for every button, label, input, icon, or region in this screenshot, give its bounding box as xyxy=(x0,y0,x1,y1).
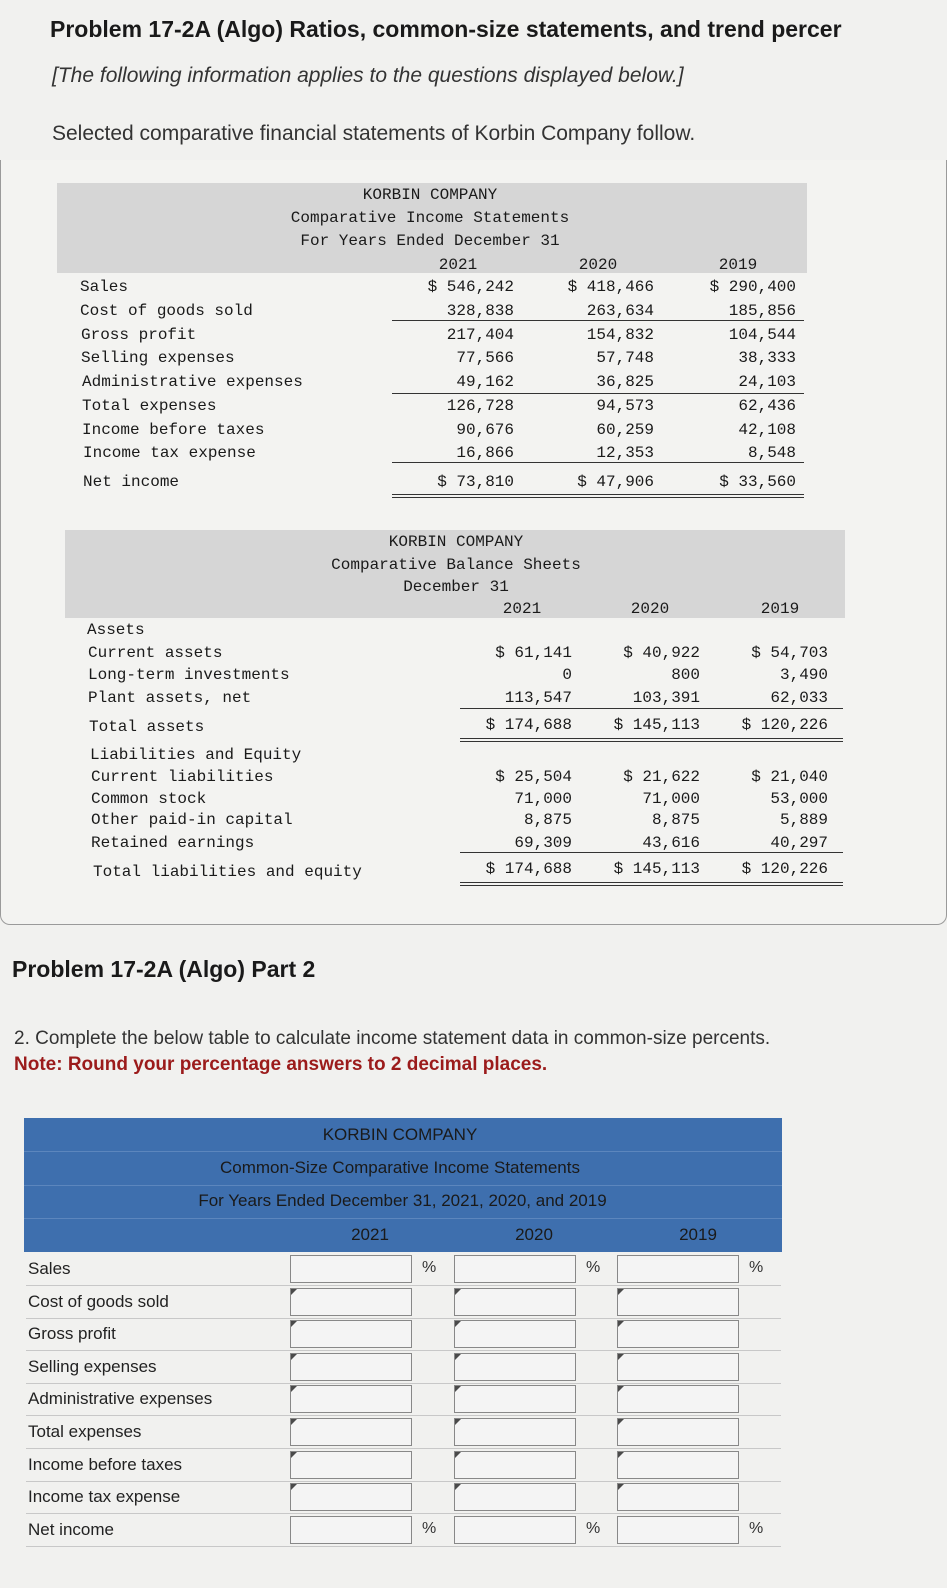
is-year-2020: 2020 xyxy=(578,256,618,274)
is-row-label: Income before taxes xyxy=(82,421,265,439)
is-row-value: 12,353 xyxy=(596,444,654,462)
cs-input-2020[interactable] xyxy=(454,1288,576,1316)
cs-row-label: Total expenses xyxy=(28,1422,142,1441)
cs-percent-sign: % xyxy=(586,1259,601,1276)
is-row-label: Income tax expense xyxy=(83,444,256,462)
is-row-value: 328,838 xyxy=(446,302,514,320)
is-row-value: 16,866 xyxy=(456,444,514,462)
is-row-value: 90,676 xyxy=(456,421,514,439)
is-row-value: 217,404 xyxy=(446,326,514,344)
input-marker-icon xyxy=(291,1484,297,1490)
cs-input-2020[interactable] xyxy=(454,1418,576,1446)
cs-input-2021[interactable] xyxy=(290,1451,412,1479)
cs-row xyxy=(26,1514,781,1547)
input-marker-icon xyxy=(618,1386,624,1392)
bs-liab-value: 40,297 xyxy=(770,834,828,852)
cs-period: For Years Ended December 31, 2021, 2020, and 2019 xyxy=(198,1191,607,1210)
cs-input-2019[interactable] xyxy=(617,1483,739,1511)
input-marker-icon xyxy=(455,1484,461,1490)
cs-percent-sign: % xyxy=(749,1259,764,1276)
cs-header-divider-2 xyxy=(24,1185,782,1186)
cs-row-label: Sales xyxy=(28,1259,71,1278)
bs-liab-value: 69,309 xyxy=(514,834,572,852)
is-rule-expenses xyxy=(392,393,804,394)
bs-liab-value: 43,616 xyxy=(642,834,700,852)
bs-asset-label: Plant assets, net xyxy=(88,689,252,707)
cs-year-2019: 2019 xyxy=(679,1225,717,1244)
bs-rule-total-liab xyxy=(460,882,843,886)
is-name: Comparative Income Statements xyxy=(290,209,570,227)
bs-total-assets-2021: $ 174,688 xyxy=(485,716,572,734)
input-marker-icon xyxy=(618,1321,624,1327)
bs-total-assets-label: Total assets xyxy=(89,718,205,736)
cs-row-label: Income before taxes xyxy=(28,1454,183,1474)
bs-company: KORBIN COMPANY xyxy=(388,533,524,551)
cs-row xyxy=(26,1416,781,1449)
cs-input-2020[interactable] xyxy=(454,1483,576,1511)
bs-asset-value: 62,033 xyxy=(770,689,828,707)
bs-rule-liab xyxy=(460,852,843,853)
is-row-label: Sales xyxy=(80,278,129,296)
cs-row xyxy=(26,1383,781,1416)
cs-company: KORBIN COMPANY xyxy=(322,1125,478,1144)
is-row-value: 57,748 xyxy=(596,349,654,367)
bs-total-liab-label: Total liabilities and equity xyxy=(93,863,362,881)
bs-liab-heading: Liabilities and Equity xyxy=(90,746,302,764)
page-title: Problem 17-2A (Algo) Ratios, common-size statements, and trend percer xyxy=(50,16,842,42)
is-row-value: 36,825 xyxy=(596,373,654,391)
cs-row xyxy=(26,1449,781,1482)
bs-asset-value: 103,391 xyxy=(632,689,700,707)
is-row-value: 154,832 xyxy=(586,326,654,344)
input-marker-icon xyxy=(455,1452,461,1458)
bs-year-2021: 2021 xyxy=(502,600,542,618)
is-row-value: 94,573 xyxy=(596,397,654,415)
is-row-label: Selling expenses xyxy=(81,349,235,367)
bs-liab-label: Retained earnings xyxy=(91,834,255,852)
cs-row-label: Income tax expense xyxy=(28,1487,181,1507)
is-row-label: Cost of goods sold xyxy=(80,302,253,320)
is-row-label: Administrative expenses xyxy=(82,373,303,391)
bs-liab-value: 8,875 xyxy=(523,811,572,829)
cs-input-2019[interactable] xyxy=(617,1320,739,1348)
cs-input-2021[interactable] xyxy=(290,1288,412,1316)
bs-liab-label: Common stock xyxy=(91,790,207,808)
cs-input-2021[interactable] xyxy=(290,1418,412,1446)
cs-row xyxy=(26,1286,781,1319)
bs-liab-label: Current liabilities xyxy=(91,768,274,786)
cs-row-label: Net income xyxy=(28,1519,114,1539)
bs-liab-label: Other paid-in capital xyxy=(91,811,293,829)
cs-input-2021[interactable] xyxy=(290,1353,412,1381)
cs-input-2020[interactable] xyxy=(454,1320,576,1348)
input-marker-icon xyxy=(291,1321,297,1327)
cs-row xyxy=(26,1481,781,1514)
bs-asset-value: $ 54,703 xyxy=(751,644,828,662)
is-row-label: Gross profit xyxy=(81,326,197,344)
is-row-value: 263,634 xyxy=(586,302,654,320)
is-row-value: $ 290,400 xyxy=(709,278,796,296)
bs-liab-value: $ 21,040 xyxy=(751,768,828,786)
info-note: [The following information applies to the questions displayed below.] xyxy=(52,64,684,87)
input-marker-icon xyxy=(455,1419,461,1425)
is-row-value: 24,103 xyxy=(738,373,796,391)
input-marker-icon xyxy=(291,1386,297,1392)
input-marker-icon xyxy=(455,1289,461,1295)
cs-percent-sign: % xyxy=(749,1519,764,1537)
is-row-value: 185,856 xyxy=(728,302,796,320)
cs-row-label: Selling expenses xyxy=(28,1356,157,1376)
bs-liab-value: 8,875 xyxy=(651,811,700,829)
cs-input-2020[interactable] xyxy=(454,1353,576,1381)
is-company: KORBIN COMPANY xyxy=(362,186,498,204)
bs-liab-value: 53,000 xyxy=(770,790,828,808)
input-marker-icon xyxy=(618,1452,624,1458)
cs-input-2021[interactable] xyxy=(290,1255,412,1283)
cs-input-2020[interactable] xyxy=(454,1451,576,1479)
bs-liab-value: $ 21,622 xyxy=(623,768,700,786)
bs-rule-total-assets xyxy=(460,738,843,742)
is-year-2021: 2021 xyxy=(438,256,478,274)
cs-header-divider-3 xyxy=(24,1218,782,1219)
part2-question: 2. Complete the below table to calculate income statement data in common-size percents. xyxy=(14,1028,771,1049)
cs-input-2020[interactable] xyxy=(454,1255,576,1283)
input-marker-icon xyxy=(455,1321,461,1327)
part2-note: Note: Round your percentage answers to 2 decimal places. xyxy=(14,1054,548,1075)
input-marker-icon xyxy=(455,1354,461,1360)
bs-total-liab-2019: $ 120,226 xyxy=(741,860,828,878)
cs-input-2019[interactable] xyxy=(617,1353,739,1381)
is-row-value: $ 546,242 xyxy=(427,278,514,296)
is-row-value: 77,566 xyxy=(456,349,514,367)
is-row-value: $ 47,906 xyxy=(577,473,654,491)
bs-total-liab-2020: $ 145,113 xyxy=(613,860,700,878)
is-row-value: 49,162 xyxy=(456,373,514,391)
is-row-value: $ 73,810 xyxy=(437,473,514,491)
cs-row xyxy=(26,1318,781,1351)
cs-year-2021: 2021 xyxy=(351,1225,389,1244)
cs-row-label: Administrative expenses xyxy=(28,1389,213,1409)
cs-input-2019[interactable] xyxy=(617,1385,739,1413)
is-rule-net xyxy=(392,494,804,498)
bs-asset-label: Long-term investments xyxy=(88,666,290,684)
input-marker-icon xyxy=(291,1452,297,1458)
bs-asset-value: 800 xyxy=(671,666,700,684)
cs-input-2021[interactable] xyxy=(290,1320,412,1348)
input-marker-icon xyxy=(618,1419,624,1425)
cs-name: Common-Size Comparative Income Statements xyxy=(220,1158,580,1177)
bs-asset-value: 3,490 xyxy=(779,666,828,684)
cs-year-2020: 2020 xyxy=(515,1225,553,1244)
intro-text: Selected comparative financial statements of Korbin Company follow. xyxy=(52,122,696,145)
cs-header-divider-1 xyxy=(24,1151,782,1152)
is-rule-tax xyxy=(392,462,804,463)
cs-row xyxy=(26,1351,781,1384)
bs-asset-value: $ 40,922 xyxy=(623,644,700,662)
is-row-value: $ 33,560 xyxy=(719,473,796,491)
bs-liab-value: 71,000 xyxy=(514,790,572,808)
cs-input-2019[interactable] xyxy=(617,1255,739,1283)
cs-input-2019[interactable] xyxy=(617,1418,739,1446)
bs-total-assets-2020: $ 145,113 xyxy=(613,716,700,734)
bs-total-assets-2019: $ 120,226 xyxy=(741,716,828,734)
bs-asset-value: 113,547 xyxy=(504,689,572,707)
cs-input-2021[interactable] xyxy=(290,1516,412,1544)
cs-input-2020[interactable] xyxy=(454,1516,576,1544)
bs-period: December 31 xyxy=(403,578,509,596)
is-year-2019: 2019 xyxy=(718,256,758,274)
bs-assets-heading: Assets xyxy=(87,621,145,639)
bs-rule-assets xyxy=(460,708,843,709)
input-marker-icon xyxy=(291,1354,297,1360)
is-row-value: 8,548 xyxy=(747,444,796,462)
is-row-value: 60,259 xyxy=(596,421,654,439)
cs-percent-sign: % xyxy=(586,1519,601,1537)
input-marker-icon xyxy=(618,1289,624,1295)
bs-liab-value: 5,889 xyxy=(779,811,828,829)
cs-row-label: Gross profit xyxy=(28,1324,116,1344)
bs-year-2019: 2019 xyxy=(760,600,800,618)
is-row-value: 38,333 xyxy=(738,349,796,367)
bs-year-2020: 2020 xyxy=(630,600,670,618)
cs-input-2019[interactable] xyxy=(617,1451,739,1479)
input-marker-icon xyxy=(291,1419,297,1425)
bs-liab-value: $ 25,504 xyxy=(495,768,572,786)
cs-row xyxy=(26,1253,781,1286)
cs-row-label: Cost of goods sold xyxy=(28,1291,169,1311)
bs-asset-value: $ 61,141 xyxy=(495,644,572,662)
is-row-label: Total expenses xyxy=(82,397,217,415)
bs-asset-value: 0 xyxy=(562,666,572,684)
cs-percent-sign: % xyxy=(422,1259,437,1276)
is-row-label: Net income xyxy=(83,473,180,491)
cs-input-2021[interactable] xyxy=(290,1483,412,1511)
is-row-value: $ 418,466 xyxy=(567,278,654,296)
cs-input-2019[interactable] xyxy=(617,1516,739,1544)
cs-input-2019[interactable] xyxy=(617,1288,739,1316)
bs-liab-value: 71,000 xyxy=(642,790,700,808)
is-row-value: 42,108 xyxy=(738,421,796,439)
part2-title: Problem 17-2A (Algo) Part 2 xyxy=(12,956,316,982)
cs-input-2020[interactable] xyxy=(454,1385,576,1413)
cs-percent-sign: % xyxy=(422,1519,437,1537)
is-row-value: 126,728 xyxy=(446,397,514,415)
is-row-value: 62,436 xyxy=(738,397,796,415)
is-rule-cogs xyxy=(392,320,804,321)
bs-name: Comparative Balance Sheets xyxy=(331,556,581,574)
cs-input-2021[interactable] xyxy=(290,1385,412,1413)
input-marker-icon xyxy=(455,1386,461,1392)
input-marker-icon xyxy=(618,1354,624,1360)
input-marker-icon xyxy=(291,1289,297,1295)
is-row-value: 104,544 xyxy=(728,326,796,344)
is-period: For Years Ended December 31 xyxy=(300,232,560,250)
bs-total-liab-2021: $ 174,688 xyxy=(485,860,572,878)
bs-asset-label: Current assets xyxy=(88,644,223,662)
input-marker-icon xyxy=(618,1484,624,1490)
